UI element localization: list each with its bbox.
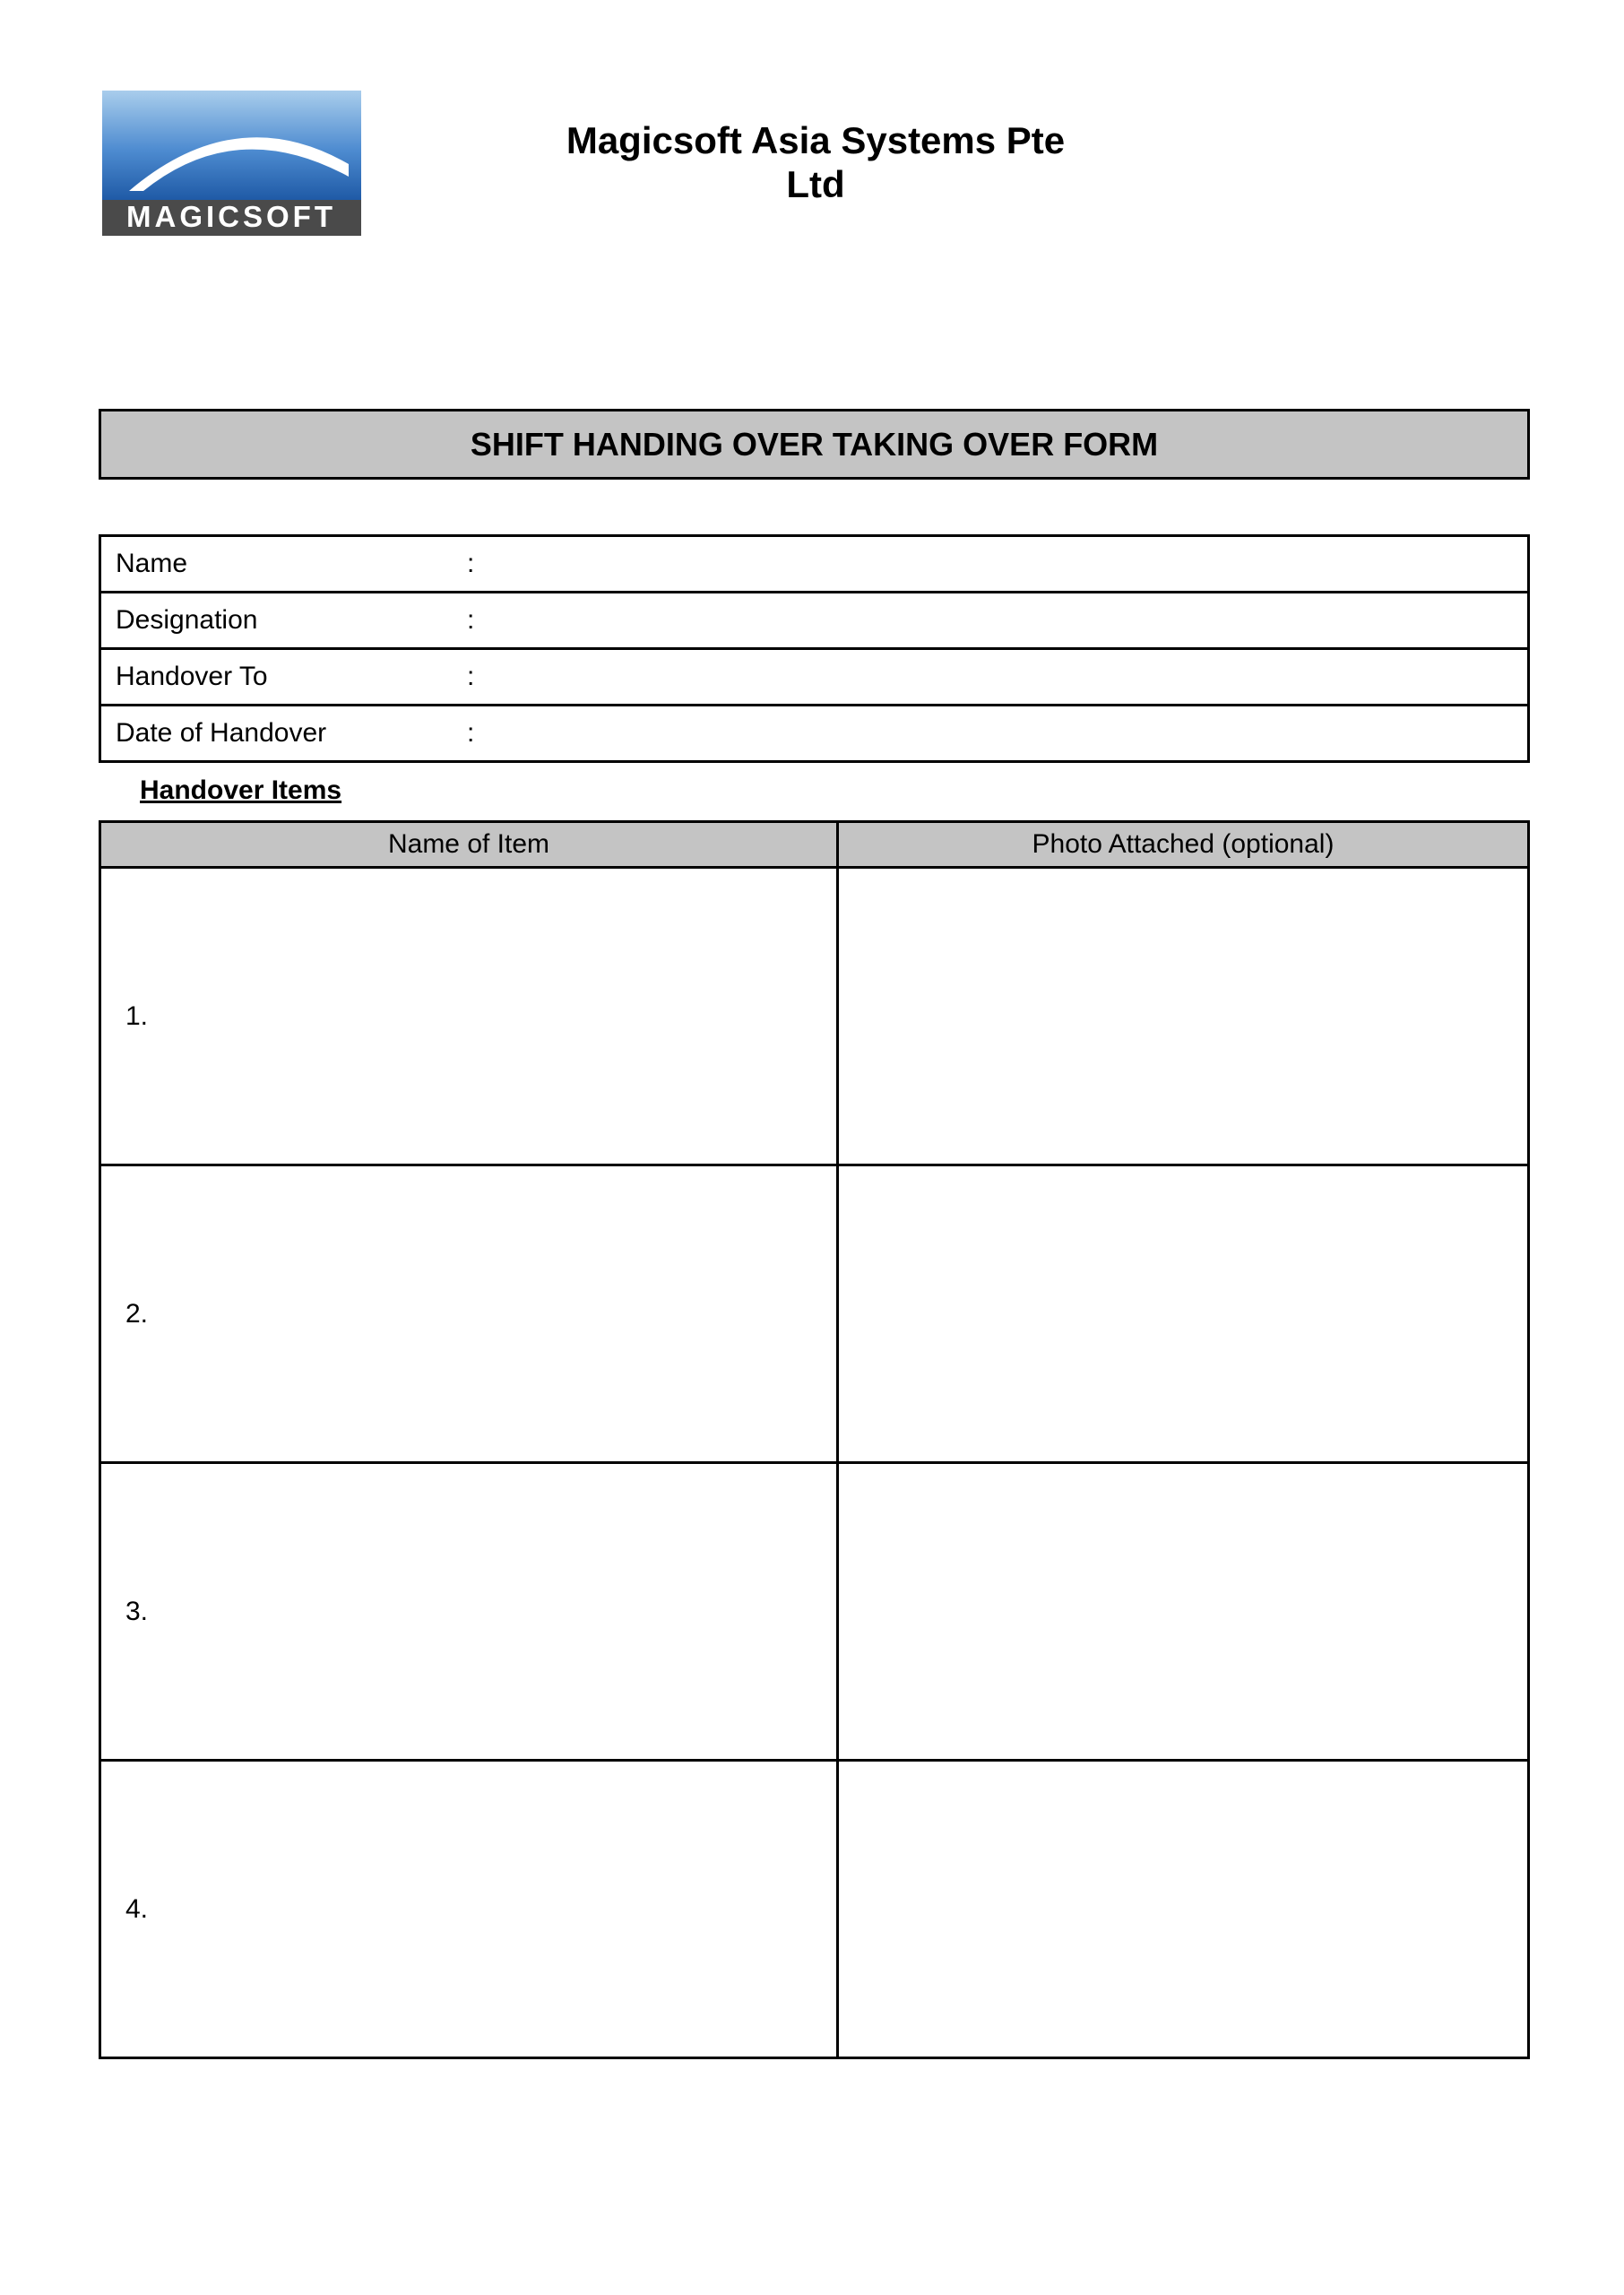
handover-to-separator: : [467, 662, 475, 691]
company-logo [102, 91, 361, 236]
photo-cell [839, 869, 1527, 1164]
info-row-name [101, 537, 1527, 593]
photo-cell [839, 1762, 1527, 2057]
photo-cell [839, 1464, 1527, 1759]
table-row [101, 1464, 1527, 1762]
column-header-item-name: Name of Item [101, 823, 839, 866]
item-number: 4. [125, 1893, 149, 1924]
handover-items-heading: Handover Items [140, 775, 342, 805]
logo-wordmark: MAGICSOFT [126, 200, 336, 233]
form-title: SHIFT HANDING OVER TAKING OVER FORM [99, 409, 1530, 480]
item-number: 3. [125, 1596, 149, 1626]
handover-items-table [99, 820, 1530, 2059]
table-row [101, 1166, 1527, 1464]
date-of-handover-separator: : [467, 718, 475, 748]
info-row-date [101, 706, 1527, 760]
company-name: Magicsoft Asia Systems Pte Ltd [566, 119, 1066, 205]
item-number: 1. [125, 1000, 149, 1031]
designation-label: Designation [116, 605, 258, 635]
items-table-header [101, 823, 1527, 869]
name-separator: : [467, 549, 475, 578]
item-name-cell [101, 1762, 839, 2057]
designation-separator: : [467, 605, 475, 635]
table-row [101, 869, 1527, 1166]
item-name-cell [101, 1166, 839, 1461]
table-row [101, 1762, 1527, 2057]
column-header-photo: Photo Attached (optional) [1032, 829, 1335, 859]
info-row-designation [101, 593, 1527, 650]
item-name-cell [101, 869, 839, 1164]
name-label: Name [116, 549, 188, 578]
photo-cell [839, 1166, 1527, 1461]
date-of-handover-label: Date of Handover [116, 718, 327, 748]
item-number: 2. [125, 1298, 149, 1329]
info-row-handover-to [101, 650, 1527, 706]
handover-info-table [99, 534, 1530, 763]
handover-to-label: Handover To [116, 662, 268, 691]
item-name-cell [101, 1464, 839, 1759]
